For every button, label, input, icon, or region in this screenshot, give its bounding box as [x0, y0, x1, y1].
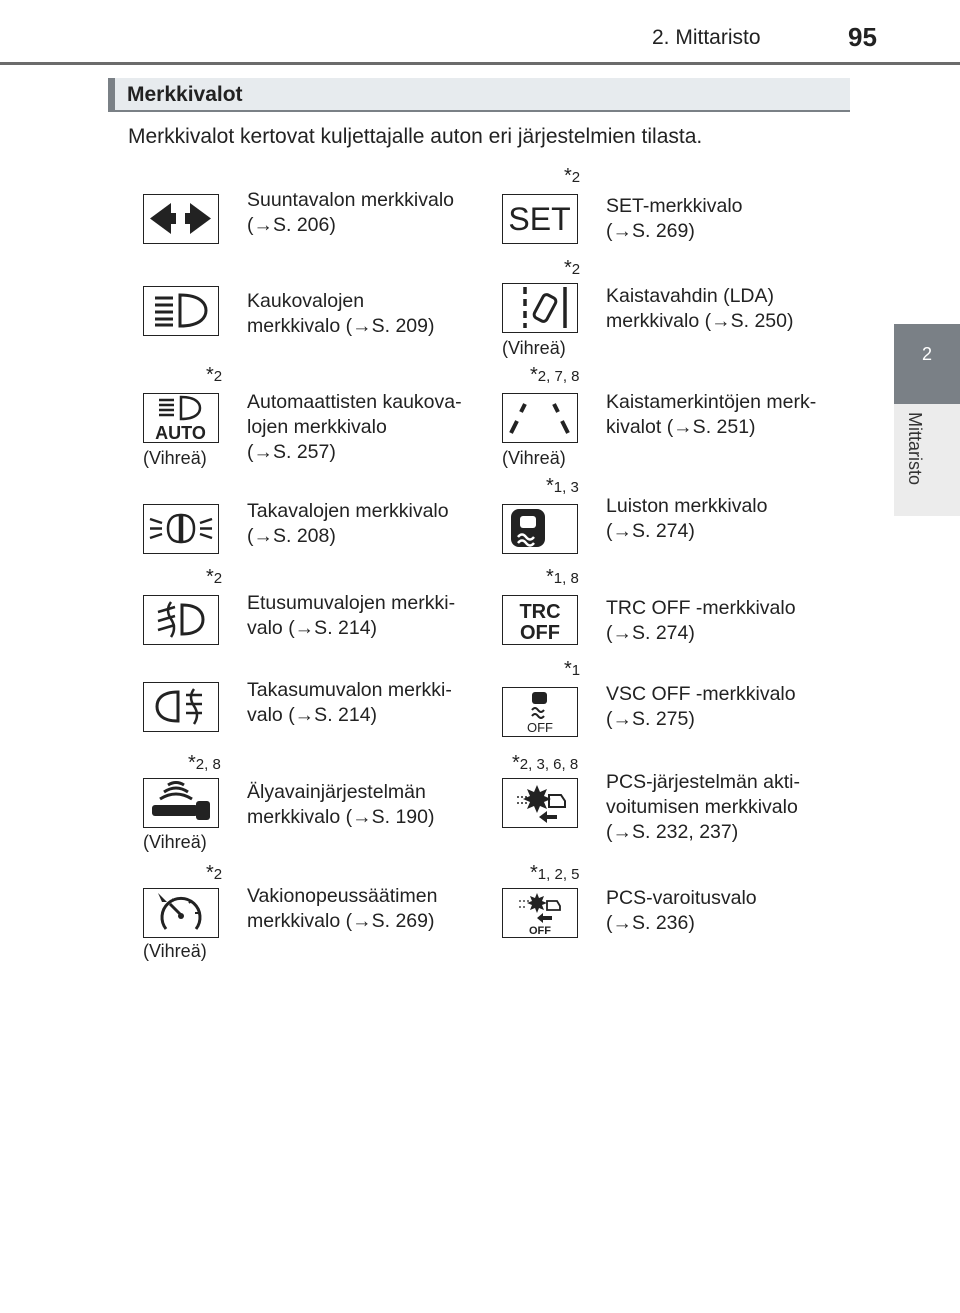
chapter-title: 2. Mittaristo — [652, 26, 761, 49]
indicator-description: Etusumuvalojen merkki- valo (→S. 214) — [247, 592, 456, 639]
color-label: (Vihreä) — [502, 448, 566, 468]
svg-text:TRC: TRC — [519, 601, 561, 623]
lane-departure-icon — [502, 283, 578, 333]
vsc-off-icon — [502, 687, 578, 737]
front-fog-icon — [143, 595, 219, 645]
indicator-description: Takasumuvalon merkki- valo (→S. 214) — [247, 679, 452, 726]
indicator-description: Kaistamerkintöjen merk- kivalot (→S. 251) — [606, 391, 817, 438]
slip-icon — [502, 504, 578, 554]
footnote-ref: *2 — [206, 566, 223, 588]
trc-off-icon — [502, 595, 578, 645]
indicator-description: SET-merkkivalo (→S. 269) — [606, 195, 743, 242]
auto-high-beam-icon — [143, 393, 219, 443]
cruise-control-icon — [143, 888, 219, 938]
svg-text:OFF: OFF — [529, 925, 551, 936]
svg-text:OFF: OFF — [527, 720, 553, 735]
indicator-description: PCS-järjestelmän akti- voitumisen merkkivalo (→S. 232, 237) — [606, 771, 800, 843]
footnote-ref: *2, 7, 8 — [530, 364, 580, 386]
color-label: (Vihreä) — [143, 832, 207, 852]
high-beam-icon — [143, 286, 219, 336]
side-tab-number-text: 2 — [921, 344, 932, 364]
indicator-description: Suuntavalon merkkivalo (→S. 206) — [247, 189, 455, 236]
svg-text:AUTO: AUTO — [155, 423, 206, 441]
footnote-ref: *2 — [206, 862, 223, 884]
footnote-ref: *2, 8 — [188, 752, 221, 774]
footnote-ref: *1, 3 — [546, 475, 579, 497]
intro-text: Merkkivalot kertovat kuljettajalle auton eri järjestelmien tilasta. — [128, 125, 703, 148]
color-label: (Vihreä) — [502, 338, 566, 358]
section-heading — [108, 78, 850, 112]
indicator-description: Älyavainjärjestelmän merkkivalo (→S. 190) — [247, 781, 435, 828]
pcs-activation-icon — [502, 778, 578, 828]
lane-marking-icon — [502, 393, 578, 443]
side-tab-label-text: Mittaristo — [905, 412, 925, 486]
indicator-description: Takavalojen merkkivalo (→S. 208) — [247, 500, 449, 547]
footnote-ref: *1, 2, 5 — [530, 862, 580, 884]
indicator-description: Vakionopeussäätimen merkkivalo (→S. 269) — [247, 885, 438, 932]
header-divider — [0, 62, 960, 65]
indicator-description: Automaattisten kaukova- lojen merkkivalo (→S. 257) — [247, 391, 462, 463]
footnote-ref: *2 — [564, 165, 581, 187]
indicator-description: Luiston merkkivalo (→S. 274) — [606, 495, 768, 542]
indicator-description: Kaukovalojen merkkivalo (→S. 209) — [247, 290, 435, 337]
rear-fog-icon — [143, 682, 219, 732]
footnote-ref: *2, 3, 6, 8 — [512, 752, 579, 774]
indicator-description: Kaistavahdin (LDA) merkkivalo (→S. 250) — [606, 285, 794, 332]
side-tab-number — [894, 324, 960, 404]
turn-signal-icon — [143, 194, 219, 244]
set-icon — [502, 194, 578, 244]
footnote-ref: *2 — [564, 257, 581, 279]
footnote-ref: *1 — [564, 658, 581, 680]
tail-light-icon — [143, 504, 219, 554]
section-title: Merkkivalot — [127, 83, 243, 106]
side-tab-label — [894, 404, 960, 516]
footnote-ref: *2 — [206, 364, 223, 386]
indicator-description: TRC OFF -merkkivalo (→S. 274) — [606, 597, 796, 644]
color-label: (Vihreä) — [143, 941, 207, 961]
color-label: (Vihreä) — [143, 448, 207, 468]
indicator-description: PCS-varoitusvalo (→S. 236) — [606, 887, 757, 934]
indicator-description: VSC OFF -merkkivalo (→S. 275) — [606, 683, 796, 730]
page-number: 95 — [848, 22, 877, 52]
smart-key-icon — [143, 778, 219, 828]
footnote-ref: *1, 8 — [546, 566, 579, 588]
svg-text:OFF: OFF — [520, 622, 560, 643]
pcs-warning-icon — [502, 888, 578, 938]
svg-text:SET: SET — [508, 201, 571, 237]
